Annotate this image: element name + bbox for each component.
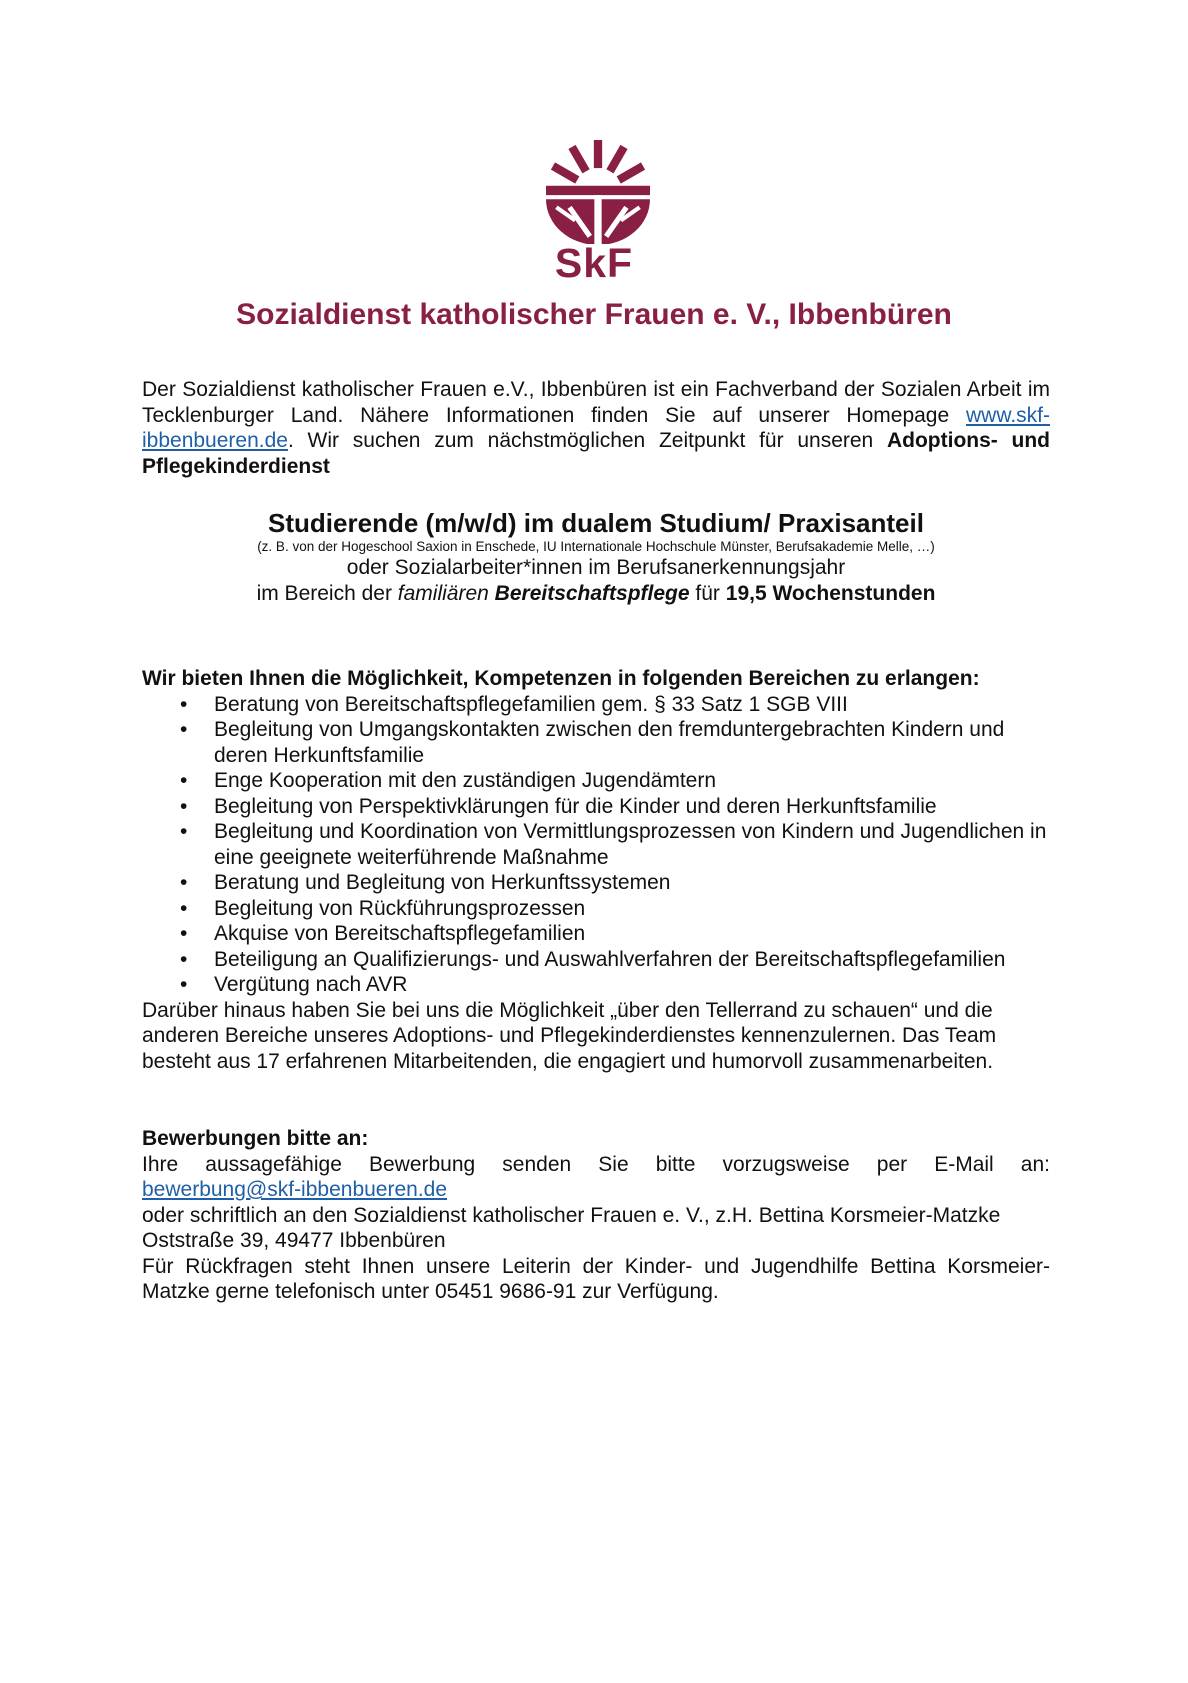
list-item-text: Beratung von Bereitschaftspflegefamilien gem. § 33 Satz 1 SGB VIII (214, 692, 848, 716)
list-item-text: Beteiligung an Qualifizierungs- und Auswahlverfahren der Bereitschaftspflegefamilien (214, 947, 1006, 971)
contact-heading: Bewerbungen bitte an: (142, 1127, 369, 1150)
list-item (142, 947, 1050, 973)
job-line-3-hours: 19,5 Wochenstunden (725, 581, 936, 605)
list-item-text: Akquise von Bereitschaftspflegefamilien (214, 922, 586, 945)
contact-line-1: Ihre aussagefähige Bewerbung senden Sie bitte vorzugsweise per E-Mail an: (142, 1152, 1050, 1176)
list-item (142, 768, 1050, 794)
homepage-link[interactable]: www.skf-ibbenbueren.de (142, 403, 1050, 452)
job-line-3-bold-italic: Bereitschaftspflege (494, 581, 690, 605)
team-paragraph: Darüber hinaus haben Sie bei uns die Möglichkeit „über den Tellerrand zu schauen“ und die anderen Bereiche unseres Adoptions- und Pflegekinderdienstes kennenzulernen. Das Team besteht aus 17 erfahrenen Mitarbeitenden, die engagiert und humorvoll zusammenarbeiten. (142, 998, 997, 1073)
logo-text: SkF (554, 240, 634, 286)
list-item-text: Begleitung von Umgangskontakten zwischen den fremduntergebrachten Kindern und deren Herkunftsfamilie (214, 718, 1005, 767)
content (142, 377, 1050, 1305)
bullet-icon: • (180, 896, 188, 920)
list-item (142, 819, 1050, 870)
job-line-3-middle: für (689, 581, 726, 605)
list-item (142, 717, 1050, 768)
intro-department: Adoptions- und Pflegekinderdienst (142, 429, 1050, 478)
list-item-text: Begleitung von Rückführungsprozessen (214, 896, 586, 920)
bullet-icon: • (180, 794, 188, 818)
bullet-icon: • (180, 718, 188, 741)
bullet-icon: • (180, 820, 188, 843)
contact-line-2: oder schriftlich an den Sozialdienst katholischer Frauen e. V., z.H. Bettina Korsmeier-Matzke (142, 1203, 1001, 1227)
intro-text-1: Der Sozialdienst katholischer Frauen e.V., Ibbenbüren ist ein Fachverband der Sozialen Arbeit im Tecklenburger Land. Nähere Informationen finden Sie auf unserer Homepage (142, 378, 1050, 427)
list-item-text: Beratung und Begleitung von Herkunftssystemen (214, 871, 671, 894)
list-item (142, 870, 1050, 896)
list-item (142, 972, 1050, 998)
job-line-2: oder Sozialarbeiter*innen im Berufsanerkennungsjahr (346, 556, 846, 579)
list-item (142, 794, 1050, 820)
job-line-3-italic: familiären (397, 581, 489, 605)
list-item-text: Begleitung und Koordination von Vermittlungsprozessen von Kindern und Jugendlichen in eine geeignete weiterführende Maßnahme (214, 820, 1047, 869)
contact-address: Oststraße 39, 49477 Ibbenbüren (142, 1229, 446, 1252)
page-title: Sozialdienst katholischer Frauen e. V., Ibbenbüren (236, 298, 952, 331)
contact-line-3: Für Rückfragen steht Ihnen unsere Leiterin der Kinder- und Jugendhilfe Bettina Korsmeier-Matzke gerne telefonisch unter 05451 9686-91 zur Verfügung. (142, 1254, 1050, 1303)
skf-logo-icon (546, 140, 650, 244)
list-item (142, 921, 1050, 947)
email-row (142, 1177, 1050, 1203)
list-item (142, 896, 1050, 922)
job-title: Studierende (m/w/d) im dualem Studium/ Praxisanteil (268, 508, 924, 538)
list-item-text: Begleitung von Perspektivklärungen für die Kinder und deren Herkunftsfamilie (214, 794, 937, 818)
bullet-icon: • (180, 692, 188, 716)
offer-list (142, 692, 1050, 998)
intro-paragraph (142, 377, 1050, 479)
bullet-icon: • (180, 871, 188, 894)
email-link[interactable]: bewerbung@skf-ibbenbueren.de (142, 1178, 448, 1201)
bullet-icon: • (180, 922, 188, 945)
bullet-icon: • (180, 973, 188, 996)
bullet-icon: • (180, 947, 188, 971)
offer-heading: Wir bieten Ihnen die Möglichkeit, Kompetenzen in folgenden Bereichen zu erlangen: (142, 667, 980, 690)
bullet-icon: • (180, 769, 188, 792)
job-line-3-prefix: im Bereich der (256, 581, 398, 605)
job-note: (z. B. von der Hogeschool Saxion in Enschede, IU Internationale Hochschule Münster, Berufsakademie Melle, …) (257, 539, 935, 554)
job-line-3 (142, 581, 1050, 607)
list-item (142, 692, 1050, 718)
list-item-text: Enge Kooperation mit den zuständigen Jugendämtern (214, 769, 717, 792)
intro-text-2: . Wir suchen zum nächstmöglichen Zeitpunkt für unseren (287, 429, 887, 452)
list-item-text: Vergütung nach AVR (214, 973, 408, 996)
